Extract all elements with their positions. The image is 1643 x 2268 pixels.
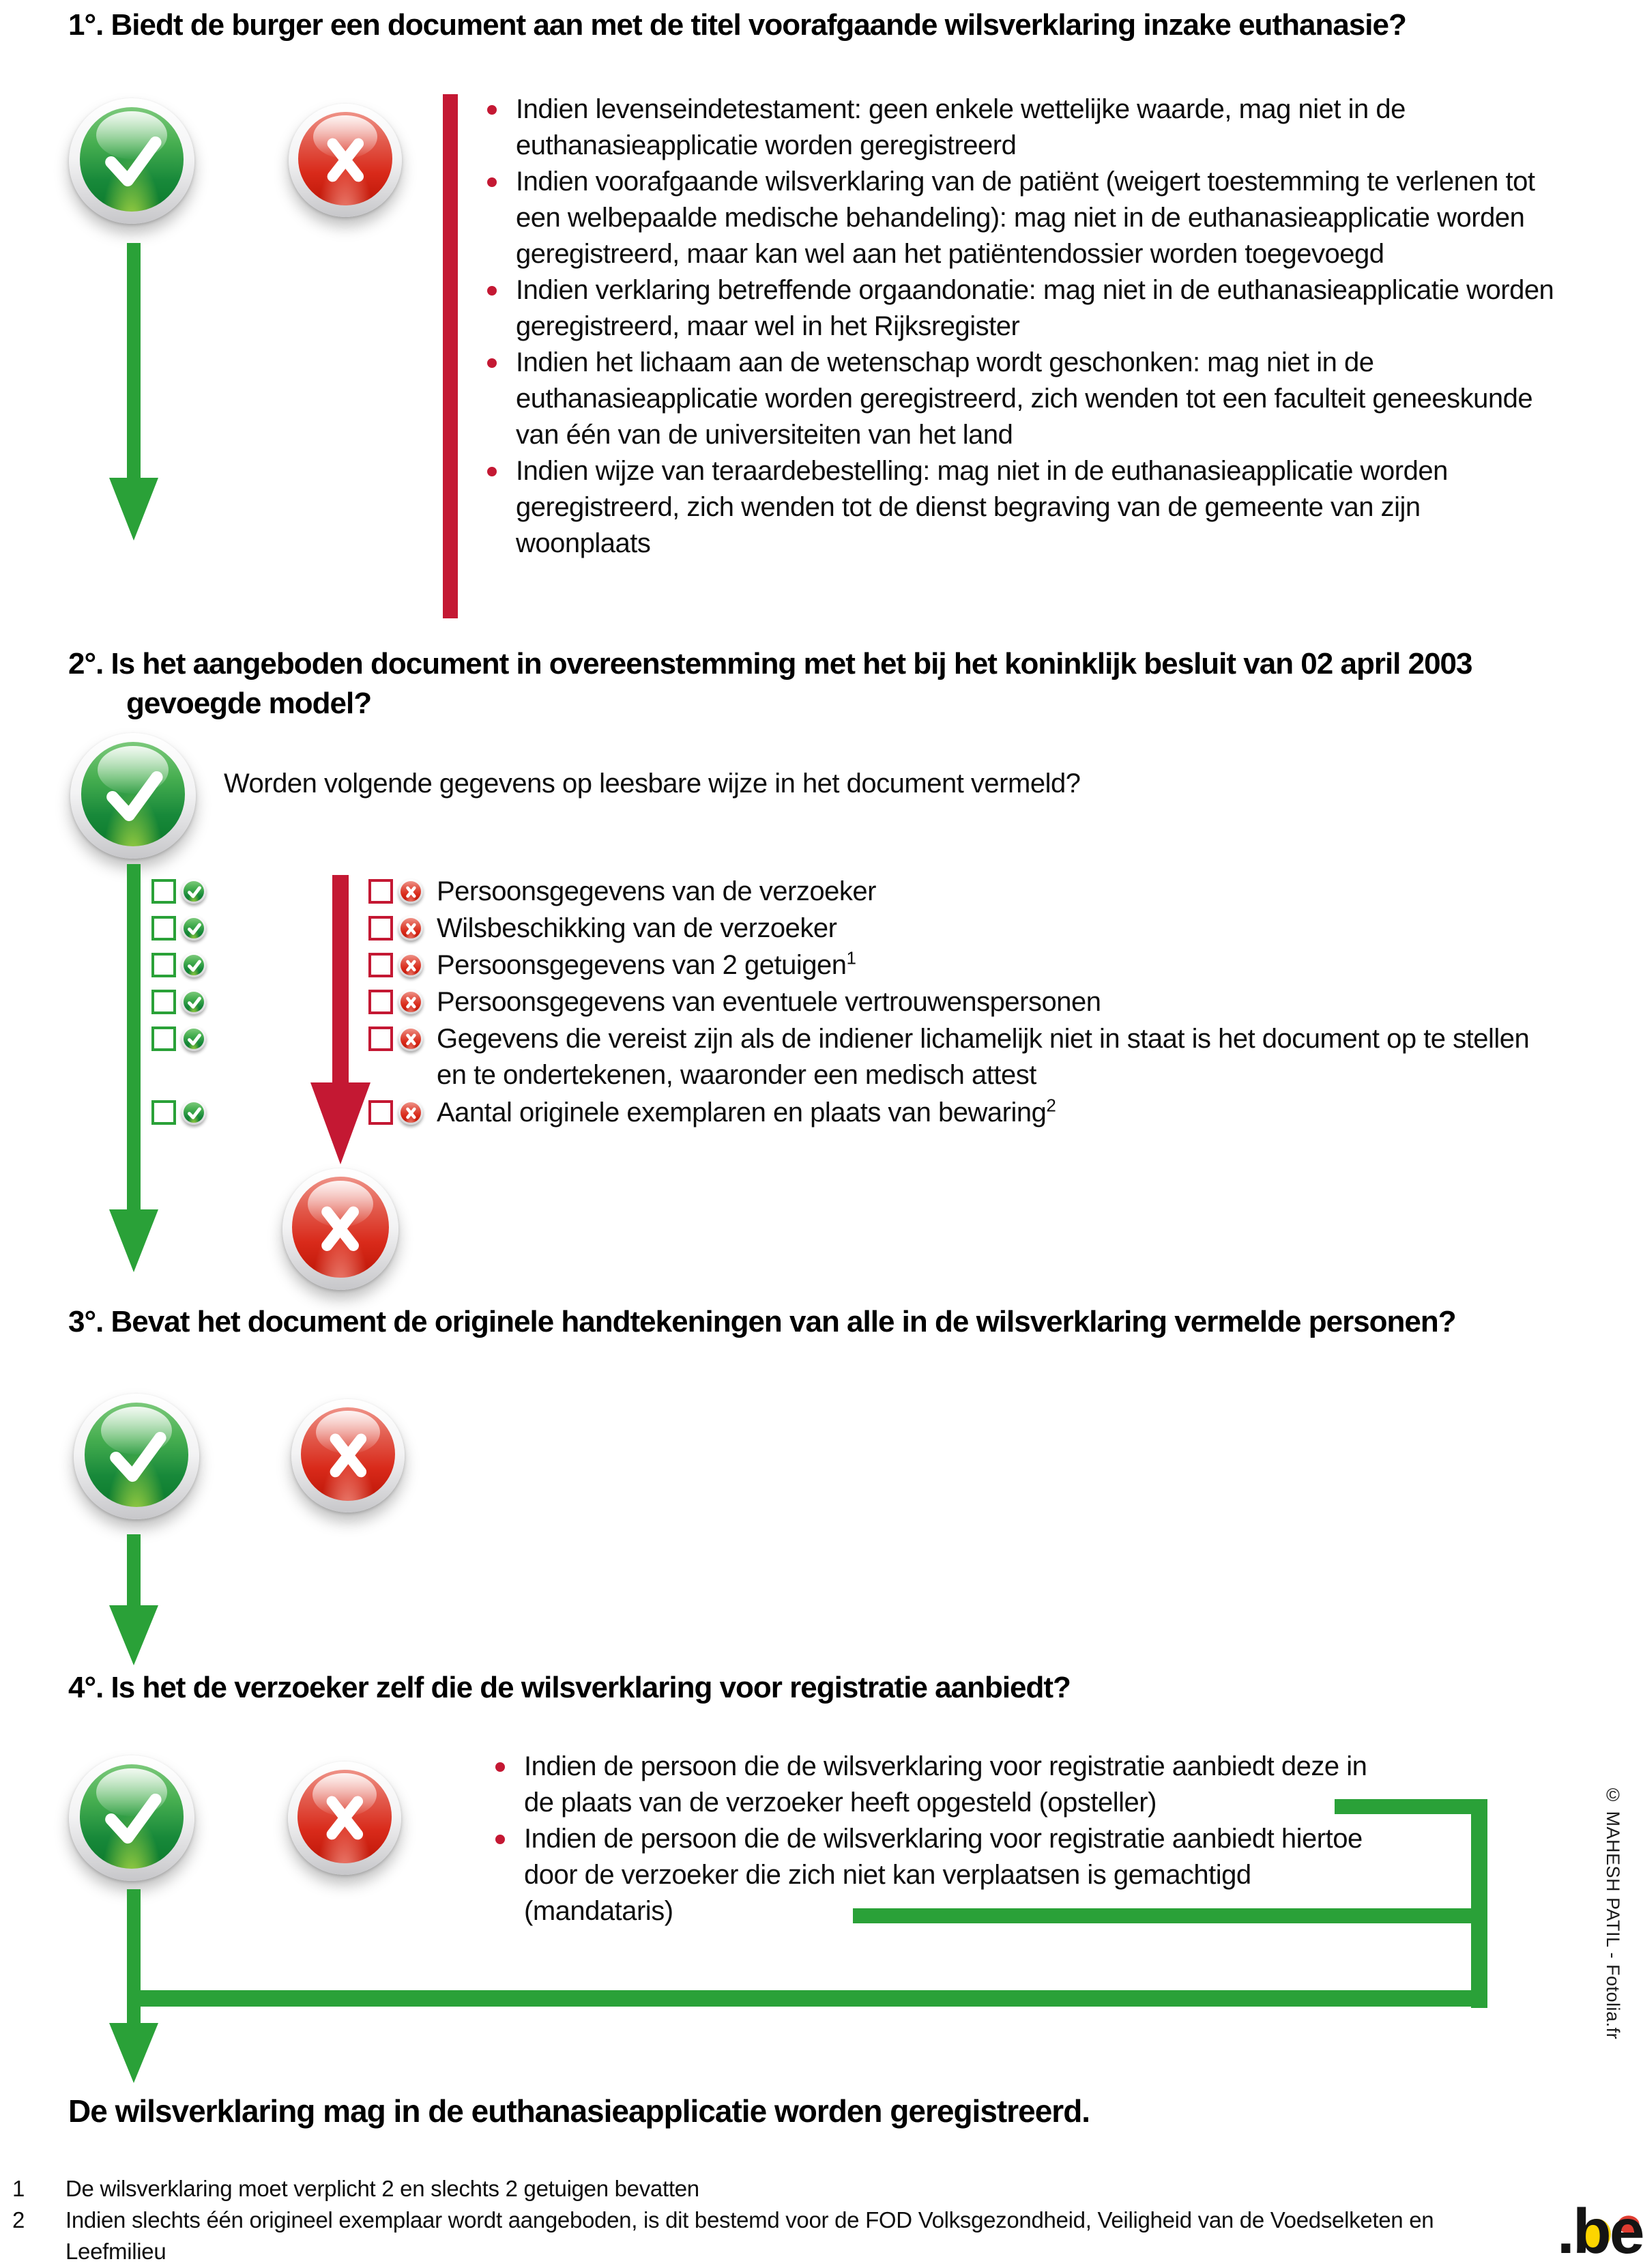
- bullet-dot: [487, 358, 497, 368]
- no-cross-icon: [289, 104, 402, 217]
- legibility-question-text: Worden volgende gegevens op leesbare wijze in het document vermeld?: [224, 769, 1081, 799]
- checklist-row: [151, 874, 1556, 910]
- check-icon: [80, 1764, 184, 1869]
- yes-check-icon: [70, 733, 196, 859]
- bullet-dot: [495, 1835, 505, 1844]
- conclusion-text: De wilsverklaring mag in de euthanasieapplicatie worden geregistreerd.: [68, 2093, 1090, 2129]
- cross-icon-small: [398, 1027, 423, 1051]
- cross-icon: [301, 1407, 395, 1502]
- check-icon-small: [181, 1027, 206, 1051]
- bullet-item: [486, 272, 1560, 345]
- cross-icon-small: [398, 916, 423, 941]
- checklist-row: [151, 910, 1556, 947]
- cross-icon-small: [398, 1100, 423, 1125]
- exception-bullet-list-q4: [494, 1749, 1395, 1929]
- check-icon-small: [181, 879, 206, 904]
- red-checkbox: [368, 879, 393, 904]
- checklist-label: Wilsbeschikking van de verzoeker: [437, 913, 837, 943]
- cross-icon-small: [398, 953, 423, 977]
- connector-line-opsteller: [1335, 1799, 1487, 1814]
- red-checkbox: [368, 990, 393, 1014]
- cross-icon: [292, 1177, 388, 1278]
- cross-icon: [298, 112, 392, 206]
- footnote-text: De wilsverklaring moet verplicht 2 en slechts 2 getuigen bevatten: [66, 2176, 699, 2201]
- flow-arrow-head-q1: [109, 478, 158, 541]
- yes-check-icon: [74, 1394, 199, 1519]
- check-icon: [80, 107, 184, 212]
- checklist-label: Persoonsgegevens van de verzoeker: [437, 876, 876, 906]
- check-icon: [85, 1403, 189, 1507]
- be-logo: [1557, 2170, 1643, 2266]
- logo-text: .be: [1557, 2196, 1643, 2266]
- question-4-title: 4°. Is het de verzoeker zelf die de wilsverklaring voor registratie aanbiedt?: [68, 1671, 1071, 1704]
- cross-icon-small: [398, 990, 423, 1014]
- bullet-text: Indien de persoon die de wilsverklaring voor registratie aanbiedt deze in de plaats van de verzoeker heeft opgesteld (opsteller): [524, 1751, 1367, 1818]
- checklist-label: Gegevens die vereist zijn als de indiener lichamelijk niet in staat is het document op te stellen en te ondertekenen, waaronder een medisch attest: [437, 1024, 1530, 1090]
- flow-arrow-shaft-q3: [127, 1534, 141, 1609]
- rejection-bar-q1: [443, 94, 458, 618]
- connector-line-bottom: [127, 1990, 1487, 2007]
- green-checkbox: [151, 916, 176, 941]
- question-3-title: 3°. Bevat het document de originele handtekeningen van alle in de wilsverklaring vermelde personen?: [68, 1305, 1456, 1338]
- checklist-row: [151, 947, 1556, 984]
- bullet-item: [494, 1749, 1395, 1821]
- bullet-dot: [487, 177, 497, 187]
- connector-line-mandataris: [853, 1908, 1487, 1923]
- footnote-number: 1: [12, 2176, 25, 2201]
- bullet-item: [486, 345, 1560, 453]
- bullet-item: [486, 91, 1560, 164]
- bullet-text: Indien levenseindetestament: geen enkele wettelijke waarde, mag niet in de euthanasieapplicatie worden geregistreerd: [516, 94, 1406, 160]
- flow-arrow-head-q3: [109, 1605, 158, 1665]
- footnote-number: 2: [12, 2207, 25, 2233]
- bullet-item: [486, 164, 1560, 272]
- yes-check-icon: [69, 1755, 194, 1881]
- green-checkbox: [151, 1100, 176, 1125]
- footnote-text: Indien slechts één origineel exemplaar wordt aangeboden, is dit bestemd voor de FOD Volksgezondheid, Veiligheid van de Voedselketen en Leefmilieu: [66, 2207, 1434, 2264]
- bullet-text: Indien verklaring betreffende orgaandonatie: mag niet in de euthanasieapplicatie worden geregistreerd, maar wel in het Rijksregister: [516, 275, 1554, 341]
- cross-icon: [297, 1770, 392, 1864]
- rejection-bullet-list-q1: [486, 91, 1560, 562]
- checklist-row: [151, 1021, 1556, 1093]
- checklist-label: Aantal originele exemplaren en plaats van bewaring$^2$: [437, 1095, 1056, 1128]
- connector-line-vertical: [1471, 1799, 1487, 2008]
- bullet-text: Indien de persoon die de wilsverklaring voor registratie aanbiedt hiertoe door de verzoeker die zich niet kan verplaatsen is gemachtigd (mandataris): [524, 1824, 1363, 1926]
- green-checkbox: [151, 953, 176, 977]
- green-checkbox: [151, 990, 176, 1014]
- bullet-dot: [487, 286, 497, 296]
- flow-arrow-shaft-q4: [127, 1889, 141, 2028]
- bullet-dot: [495, 1762, 505, 1772]
- bullet-dot: [487, 467, 497, 476]
- green-checkbox: [151, 1027, 176, 1051]
- flow-arrow-shaft-q1: [127, 243, 141, 483]
- check-icon-small: [181, 953, 206, 977]
- copyright-credit: © MAHESH PATIL - Fotolia.fr: [1603, 1785, 1623, 2040]
- checklist-row: [151, 1095, 1556, 1131]
- check-icon-small: [181, 1100, 206, 1125]
- red-checkbox: [368, 953, 393, 977]
- green-checkbox: [151, 879, 176, 904]
- red-checkbox: [368, 1100, 393, 1125]
- flow-arrow-head-q4: [109, 2023, 158, 2083]
- check-icon-small: [181, 990, 206, 1014]
- bullet-item: [486, 453, 1560, 562]
- flow-arrow-shaft-q2: [127, 864, 141, 1214]
- no-cross-icon: [288, 1762, 401, 1875]
- checklist-label: Persoonsgegevens van eventuele vertrouwenspersonen: [437, 987, 1101, 1017]
- no-cross-icon: [291, 1399, 405, 1512]
- bullet-text: Indien het lichaam aan de wetenschap wordt geschonken: mag niet in de euthanasieapplicatie worden geregistreerd, zich wenden tot een faculteit geneeskunde van één van de universiteiten van het land: [516, 347, 1533, 450]
- cross-icon-small: [398, 879, 423, 904]
- checklist-label: Persoonsgegevens van 2 getuigen$^1$: [437, 947, 856, 980]
- check-icon: [81, 742, 186, 846]
- flow-arrow-head-q2: [109, 1209, 158, 1272]
- no-cross-icon: [282, 1168, 398, 1290]
- bullet-text: Indien wijze van teraardebestelling: mag niet in de euthanasieapplicatie worden geregistreerd, zich wenden tot de dienst begraving van de gemeente van zijn woonplaats: [516, 456, 1448, 558]
- bullet-text: Indien voorafgaande wilsverklaring van de patiënt (weigert toestemming te verlenen tot een welbepaalde medische behandeling): mag niet in de euthanasieapplicatie worden geregistreerd, maar kan wel aan het patiëntendossier worden toegevoegd: [516, 167, 1535, 269]
- bullet-dot: [487, 105, 497, 115]
- footnote-2: [12, 2205, 1522, 2267]
- red-checkbox: [368, 916, 393, 941]
- red-checkbox: [368, 1027, 393, 1051]
- checklist-row: [151, 984, 1556, 1020]
- question-2-title: 2°. Is het aangeboden document in overeenstemming met het bij het koninklijk besluit van 02 april 2003 gevoegde model?: [68, 647, 1472, 720]
- footnote-1: [12, 2173, 1522, 2205]
- yes-check-icon: [69, 98, 194, 224]
- question-1-title: 1°. Biedt de burger een document aan met de titel voorafgaande wilsverklaring inzake euthanasie?: [68, 8, 1406, 42]
- check-icon-small: [181, 916, 206, 941]
